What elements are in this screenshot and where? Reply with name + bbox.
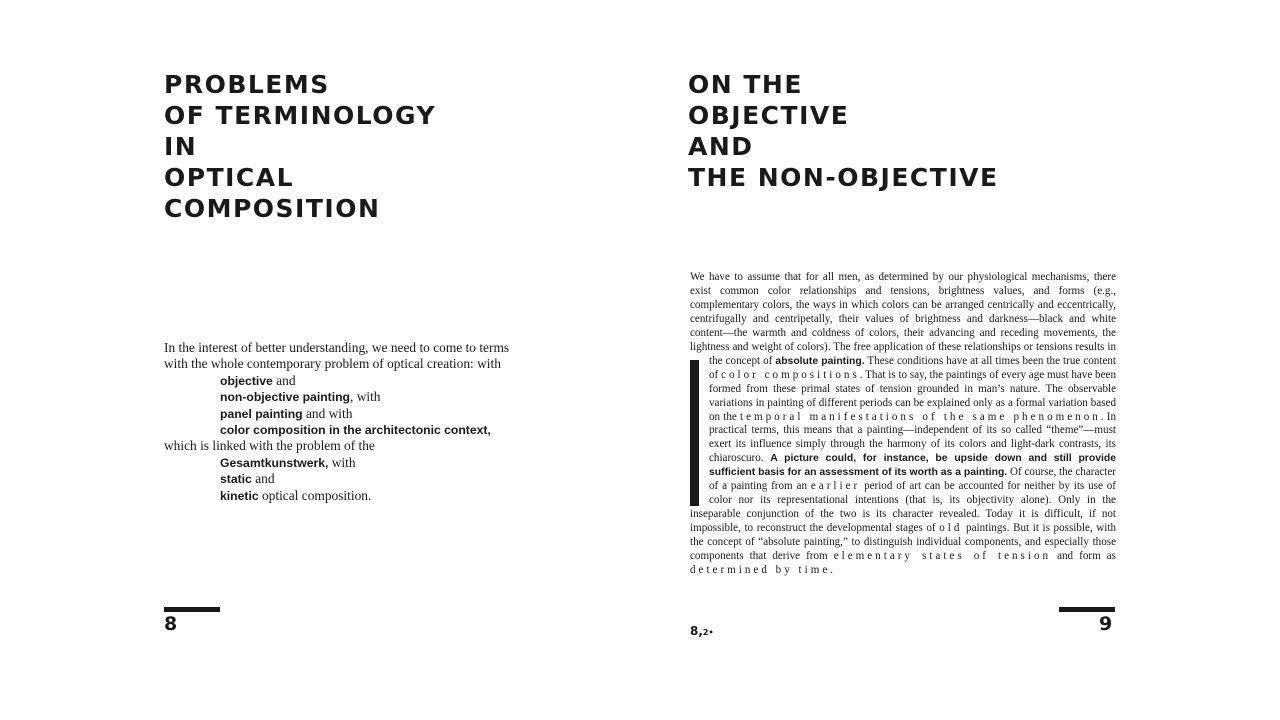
- intro-line: which is linked with the problem of the: [164, 438, 375, 454]
- title-line: AND: [688, 132, 754, 161]
- bold-term: panel painting: [220, 406, 303, 421]
- title-line: OPTICAL: [164, 163, 295, 192]
- title-line: OBJECTIVE: [688, 101, 850, 130]
- title-line: COMPOSITION: [164, 194, 381, 223]
- bold-phrase: A picture could, for instance, be upside down and still provide sufficient basis for an assessment of its worth as a painting.: [709, 453, 1116, 479]
- title-line: ON THE: [688, 70, 803, 99]
- spaced-phrase: color compositions: [721, 368, 860, 381]
- initial-bar: [690, 360, 699, 506]
- spaced-phrase: temporal manifestations of the same phenomenon: [739, 410, 1101, 423]
- folio-rule-right: [1059, 607, 1115, 612]
- bold-term: objective: [220, 373, 273, 388]
- title-line: PROBLEMS: [164, 70, 330, 99]
- spaced-phrase: elementary states of tension: [833, 550, 1052, 563]
- spaced-phrase: old: [939, 522, 963, 535]
- title-line: IN: [164, 132, 198, 161]
- intro-line: Gesamtkunstwerk, with: [220, 454, 356, 470]
- intro-line: In the interest of better understanding, we need to come to terms: [164, 340, 510, 355]
- right-page-title: [688, 69, 999, 193]
- intro-line: kinetic optical composition.: [220, 487, 372, 503]
- title-line: OF TERMINOLOGY: [164, 101, 437, 130]
- bold-term: Gesamtkunstwerk,: [220, 455, 329, 470]
- page-number-right: 9: [1099, 613, 1113, 635]
- intro-line: panel painting and with: [220, 405, 353, 421]
- bold-term: color composition in the architectonic context,: [220, 423, 491, 438]
- spaced-phrase: determined by time: [690, 564, 831, 577]
- intro-line: with the whole contemporary problem of optical creation: with: [164, 356, 501, 372]
- folio-rule-left: [164, 607, 220, 612]
- intro-line: objective and: [220, 372, 296, 388]
- bold-term: non-objective painting: [220, 390, 350, 405]
- bold-term: static: [220, 472, 252, 487]
- body-text: [690, 271, 1116, 578]
- spaced-phrase: earlier: [810, 480, 861, 493]
- bold-term: kinetic: [220, 488, 259, 503]
- title-line: THE NON-OBJECTIVE: [688, 163, 999, 192]
- bold-phrase: absolute painting.: [775, 355, 865, 367]
- body-paragraph: We have to assume that for all men, as determined by our physiological mechanisms, there exist common color relationships and tensions, brightness values, and forms (e.g., complementary colors, the ways in which colors can be arranged centrically and eccentrically, centrifugally and centripetally, their values of brightness and darkness—black and white content—the warmth and coldness of colors, their advancing and receding movements, the lightness and weight of colors). The free application of these relationships or tensions results in the concept of absolute painting. These conditions have at all times been the true content of color compositions. That is to say, the paintings of every age must have been formed from these primal states of tension grounded in man’s nature. The observable variations in painting of different periods can be explained only as a formal variation based on the temporal manifestations of the same phenomenon. In practical terms, this means that a painting—independent of its so called “theme”—must exert its influence simply through the harmony of its colors and light-dark contrasts, its chiaroscuro. A picture could, for instance, be upside down and still provide sufficient basis for an assessment of its worth as a painting. Of course, the character of a painting from an earlier period of art can be accounted for neither by its use of color nor its representational intentions (that is, its objectivity alone). Only in the inseparable conjunction of the two is its character revealed. Today it is difficult, if not impossible, to reconstruct the developmental stages of old paintings. But it is possible, with the concept of “absolute painting,” to distinguish individual components, and especially those components that derive from elementary states of tension and form as determined by time.: [690, 271, 1117, 577]
- intro-line: [164, 422, 604, 438]
- left-page-title: [164, 69, 436, 224]
- page-number-left: 8: [164, 613, 178, 635]
- intro-paragraph: [164, 340, 604, 504]
- intro-line: static and: [220, 471, 275, 487]
- signature-mark: 8,2•: [690, 624, 714, 638]
- intro-line: non-objective painting, with: [220, 389, 381, 405]
